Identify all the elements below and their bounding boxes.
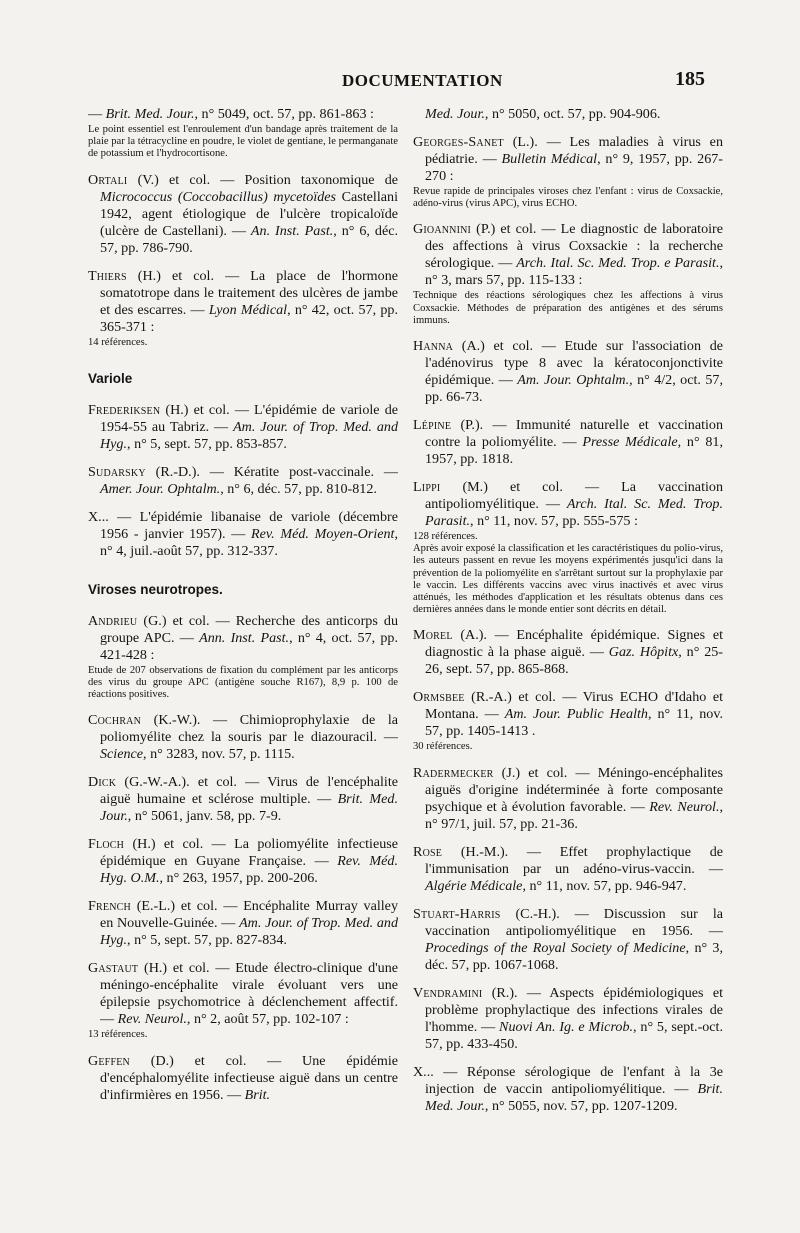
entry-citation	[413, 134, 723, 185]
entry-citation	[88, 509, 398, 560]
bibliography-entry	[413, 689, 723, 753]
entry-citation	[88, 106, 398, 123]
entry-text: , n° 5, sept.-oct. 57, pp. 433-450.	[425, 1018, 723, 1052]
bibliography-entry	[413, 479, 723, 616]
entry-citation	[413, 417, 723, 468]
entry-citation	[88, 464, 398, 498]
entry-text: (D.) et col. — Une épidémie d'encéphalomyélite infectieuse aiguë dans un centre d'infirmières en 1956. —	[100, 1052, 398, 1103]
entry-text: (A.). — Encéphalite épidémique. Signes et diagnostic à la phase aiguë. —	[425, 627, 723, 661]
entry-citation	[413, 906, 723, 974]
entry-text: , n° 5049, oct. 57, pp. 861-863 :	[194, 106, 374, 122]
entry-text: (V.) et col. — Position taxonomique de	[127, 171, 398, 188]
entry-author: Georges-Sanet	[413, 134, 504, 150]
entry-author: Radermecker	[413, 764, 494, 781]
entry-journal: Brit. Med. Jour.	[425, 1080, 723, 1114]
entry-citation	[413, 106, 723, 123]
entry-author: French	[88, 898, 131, 915]
entry-author: Hanna	[413, 338, 454, 355]
entry-citation	[413, 627, 723, 678]
entry-note: Le point essentiel est l'enroulement d'un bandage après traitement de la plaie par la tétracycline en poudre, le violet de gentiane, le permanganate de potassium et l'hydrocortisone.	[88, 124, 398, 160]
entry-text: , n° 11, nov. 57, pp. 555-575 :	[470, 513, 638, 530]
entry-journal: Am. Jour. of Trop. Med. and Hyg.	[100, 418, 399, 452]
entry-journal: Ann. Inst. Past.	[199, 629, 290, 646]
bibliography-entry	[88, 960, 398, 1041]
bibliography-entry	[413, 765, 723, 833]
entry-author: Sudarsky	[88, 463, 146, 480]
entry-note: Revue rapide de principales viroses chez l'enfant : virus de Coxsackie, adéno-virus (virus APC), virus ECHO.	[413, 186, 723, 210]
entry-citation	[413, 1064, 723, 1115]
entry-text: (H.) et col. — La place de l'hormone somatotrope dans le traitement des ulcères de jambe et des escarres. —	[100, 267, 398, 318]
entry-text: (R.-A.) et col. — Virus ECHO d'Idaho et Montana. —	[425, 689, 723, 723]
entry-text: X... — Réponse sérologique de l'enfant à la 3e injection de vaccin antipoliomyélitique. —	[413, 1063, 723, 1097]
entry-citation	[88, 1053, 398, 1104]
entry-text: , n° 5055, nov. 57, pp. 1207-1209.	[484, 1097, 678, 1114]
entry-text: , n° 3283, nov. 57, p. 1115.	[143, 746, 295, 763]
entry-text: (J.) et col. — Méningo-encéphalites aiguës d'origine indéterminée à forte composante psychique et à évolution favorable. —	[425, 764, 723, 815]
bibliography-entry	[413, 134, 723, 210]
section-title-variole: Variole	[88, 370, 133, 386]
bibliography-entry	[413, 106, 723, 123]
bibliography-entry	[413, 627, 723, 678]
entry-journal: Presse Médicale	[582, 434, 678, 451]
entry-text: , n° 9, 1957, pp. 267-270 :	[425, 151, 723, 184]
entry-text: (E.-L.) et col. — Encéphalite Murray valley en Nouvelle-Guinée. —	[100, 898, 398, 932]
bibliography-entry	[413, 221, 723, 327]
bibliography-entry	[88, 712, 398, 763]
entry-citation	[88, 960, 398, 1028]
entry-text: , n° 11, nov. 57, pp. 1405-1413 .	[425, 706, 724, 740]
bibliography-entry	[413, 338, 723, 406]
entries-group-b	[88, 402, 398, 560]
entry-text: , n° 4, juil.-août 57, pp. 312-337.	[100, 525, 398, 559]
entry-author: Geffen	[88, 1052, 130, 1069]
entry-text: (H.-M.). — Effet prophylactique de l'immunisation par un adéno-virus-vaccin. —	[425, 843, 723, 877]
entry-journal: Rev. Neurol.	[649, 798, 720, 815]
bibliography-entry	[88, 402, 398, 453]
bibliography-entry	[88, 898, 398, 949]
entry-text: , n° 5050, oct. 57, pp. 904-906.	[484, 106, 661, 122]
entry-author: Lippi	[413, 479, 441, 496]
entry-text: (M.) et col. — La vaccination antipoliomyélitique. —	[425, 479, 723, 513]
bibliography-entry	[88, 774, 398, 825]
entry-text: , n° 6, déc. 57, pp. 786-790.	[100, 222, 398, 256]
entry-text: Castellani 1942, agent étiologique de l'ulcère tropicaloïde (ulcère de Castellani). —	[100, 188, 398, 239]
entry-author: Stuart-Harris	[413, 905, 501, 922]
entry-text: , n° 263, 1957, pp. 200-206.	[159, 870, 318, 887]
bibliography-entry	[88, 1053, 398, 1104]
entries-group-c	[88, 613, 398, 1104]
entry-journal: Brit.	[244, 1086, 271, 1103]
entry-citation	[88, 613, 398, 664]
entry-journal: Science	[100, 746, 144, 763]
entry-citation	[88, 836, 398, 887]
entry-text: (C.-H.). — Discussion sur la vaccination antipoliomyélitique en 1956. —	[425, 905, 723, 939]
entry-text: (P.) et col. — Le diagnostic de laboratoire des affections à virus Coxsackie : la recherche sérologique. —	[425, 221, 723, 272]
entry-text: (G.-W.-A.). et col. — Virus de l'encéphalite aiguë humaine et sclérose multiple. —	[100, 774, 398, 808]
entry-journal: Micrococcus (Coccobacillus) mycetoïdes	[100, 188, 337, 205]
entry-journal: Am. Jour. Public Health	[504, 706, 648, 723]
entry-journal: Am. Jour. of Trop. Med. and Hyg.	[100, 915, 398, 949]
entry-author: Gastaut	[88, 960, 139, 977]
entry-text: , n° 6, déc. 57, pp. 810-812.	[220, 480, 377, 497]
entry-journal: Arch. Ital. Sc. Med. Trop. e Parasit.	[516, 255, 720, 272]
entry-author: Ortali	[88, 171, 128, 188]
entry-journal: Brit. Med. Jour.	[100, 791, 398, 825]
entry-text: , n° 11, nov. 57, pp. 946-947.	[522, 877, 687, 894]
entry-author: Dick	[88, 774, 117, 791]
entry-author: Frederiksen	[88, 401, 161, 418]
page-number: 185	[675, 68, 705, 90]
entry-journal: Arch. Ital. Sc. Med. Trop. Parasit.	[425, 496, 723, 530]
entry-citation	[413, 765, 723, 833]
entry-journal: Procedings of the Royal Society of Medicine	[425, 939, 686, 956]
bibliography-entry	[88, 268, 398, 349]
entry-text: , n° 3, mars 57, pp. 115-133 :	[425, 255, 723, 289]
left-column	[88, 106, 398, 1115]
entry-journal: Algérie Médicale	[425, 877, 523, 894]
entry-text: , n° 81, 1957, pp. 1818.	[425, 434, 723, 468]
entry-author: Gioannini	[413, 221, 472, 238]
entries-group-right	[413, 106, 723, 1115]
entry-text: (H.) et col. — Etude électro-clinique d'une méningo-encéphalite virale évoluant vers une épilepsie psychomotrice à déclenchement affectif. —	[100, 960, 398, 1028]
entry-note: Etude de 207 observations de fixation du complément par les anticorps des virus du groupe APC (antigène souche R167), 8,9 p. 100 de réactions positives.	[88, 664, 398, 701]
entry-journal: Rev. Méd. Hyg. O.M.	[100, 853, 398, 887]
bibliography-entry	[88, 613, 398, 702]
entry-text: (L.). — Les maladies à virus en pédiatrie. —	[425, 134, 723, 167]
entry-journal: Nuovi An. Ig. e Microb.	[499, 1018, 634, 1035]
entry-text: , n° 5, sept. 57, pp. 827-834.	[127, 932, 287, 949]
entry-text: (P.). — Immunité naturelle et vaccination contre la poliomyélite. —	[425, 417, 723, 451]
entry-text: (H.) et col. — La poliomyélite infectieuse épidémique en Guyane Française. —	[100, 836, 398, 870]
entry-note: 13 références.	[88, 1029, 148, 1041]
entry-author: Andrieu	[88, 612, 138, 629]
entry-author: Vendramini	[413, 984, 483, 1001]
entry-citation	[88, 774, 398, 825]
entry-text: (K.-W.). — Chimioprophylaxie de la poliomyélite chez la souris par le diazouracil. —	[100, 712, 398, 746]
section-title-viroses: Viroses neurotropes.	[88, 581, 223, 597]
entry-citation	[88, 268, 398, 336]
entry-journal: Rev. Méd. Moyen-Orient	[251, 525, 395, 542]
entry-text: , n° 25-26, sept. 57, pp. 865-868.	[425, 644, 723, 678]
entry-citation	[413, 338, 723, 406]
entry-author: Lépine	[413, 417, 452, 434]
entry-text: , n° 3, déc. 57, pp. 1067-1068.	[425, 939, 724, 973]
entry-text: , n° 5061, janv. 58, pp. 7-9.	[127, 808, 282, 825]
bibliography-entry	[413, 417, 723, 468]
entry-note: 128 références. Après avoir exposé la classification et les caractéristiques du polio-virus, les auteurs passent en revue les moyens expérimentés jusqu'ici dans la prévention de la poliomyélite en s'arrêtant surtout sur la prophylaxie par le vaccin. Les différents vaccins avec virus inactivés et avec virus atténués, les méthodes d'application et les résultats obtenus dans ces dernières années dans le monde entier sont décrits en détail.	[413, 531, 723, 616]
entry-journal: Lyon Médical	[208, 301, 288, 318]
entry-text: X... — L'épidémie libanaise de variole (décembre 1956 - janvier 1957). —	[88, 508, 398, 542]
entry-text: , n° 42, oct. 57, pp. 365-371 :	[100, 301, 399, 335]
entry-text: (H.) et col. — L'épidémie de variole de 1954-55 au Tabriz. —	[100, 401, 398, 435]
entry-author: Thiers	[88, 267, 127, 284]
entry-text: , n° 5, sept. 57, pp. 853-857.	[127, 435, 287, 452]
entry-citation	[413, 689, 723, 740]
bibliography-entry	[413, 906, 723, 974]
entry-author: Rose	[413, 843, 443, 860]
entry-text: , n° 4, oct. 57, pp. 421-428 :	[100, 629, 398, 663]
entry-text: , n° 2, août 57, pp. 102-107 :	[186, 1011, 349, 1028]
entry-note: Technique des réactions sérologiques chez les affections à virus Coxsackie. Méthodes de préparation des antigènes et des sérums immuns.	[413, 290, 723, 326]
entry-citation	[88, 172, 398, 257]
entries-group-a	[88, 106, 398, 349]
entry-note: 30 références.	[413, 741, 473, 753]
entry-citation	[88, 712, 398, 763]
entry-text: , n° 4/2, oct. 57, pp. 66-73.	[425, 372, 723, 406]
entry-journal: Amer. Jour. Ophtalm.	[100, 480, 221, 497]
entry-journal: Brit. Med. Jour.	[105, 106, 195, 122]
entry-text: —	[88, 106, 106, 122]
entry-text: (A.) et col. — Etude sur l'association de l'adénovirus type 8 avec la kératoconjonctivite épidémique. —	[425, 338, 723, 389]
entry-citation	[88, 898, 398, 949]
entry-author: Cochran	[88, 712, 142, 729]
entry-text: (G.) et col. — Recherche des anticorps du groupe APC. —	[100, 612, 398, 646]
bibliography-entry	[88, 509, 398, 560]
entry-journal: Gaz. Hôpitx	[608, 644, 679, 661]
entry-author: Morel	[413, 627, 453, 644]
entry-text: , n° 97/1, juil. 57, pp. 21-36.	[425, 798, 723, 832]
entry-journal: An. Inst. Past.	[250, 222, 334, 239]
entry-author: Floch	[88, 836, 125, 853]
entry-journal: Med. Jour.	[425, 106, 485, 122]
bibliography-entry	[413, 1064, 723, 1115]
bibliography-entry	[88, 172, 398, 257]
entry-journal: Rev. Neurol.	[117, 1011, 187, 1028]
right-column	[413, 106, 723, 1126]
entry-note: 14 références.	[88, 336, 148, 348]
bibliography-entry	[88, 836, 398, 887]
bibliography-entry	[413, 985, 723, 1053]
entry-text: (R.). — Aspects épidémiologiques et problème prophylactique des infections virales de l'homme. —	[425, 984, 723, 1035]
entry-journal: Bulletin Médical	[501, 151, 598, 167]
bibliography-entry	[88, 106, 398, 161]
entry-citation	[413, 479, 723, 530]
entry-citation	[413, 985, 723, 1053]
entry-citation	[413, 844, 723, 895]
running-head: DOCUMENTATION	[342, 71, 503, 90]
entry-text: (R.-D.). — Kératite post-vaccinale. —	[145, 463, 398, 480]
bibliography-entry	[413, 844, 723, 895]
bibliography-entry	[88, 464, 398, 498]
entry-citation	[413, 221, 723, 289]
entry-author: Ormsbee	[413, 689, 465, 706]
entry-journal: Am. Jour. Ophtalm.	[517, 372, 630, 389]
entry-citation	[88, 402, 398, 453]
